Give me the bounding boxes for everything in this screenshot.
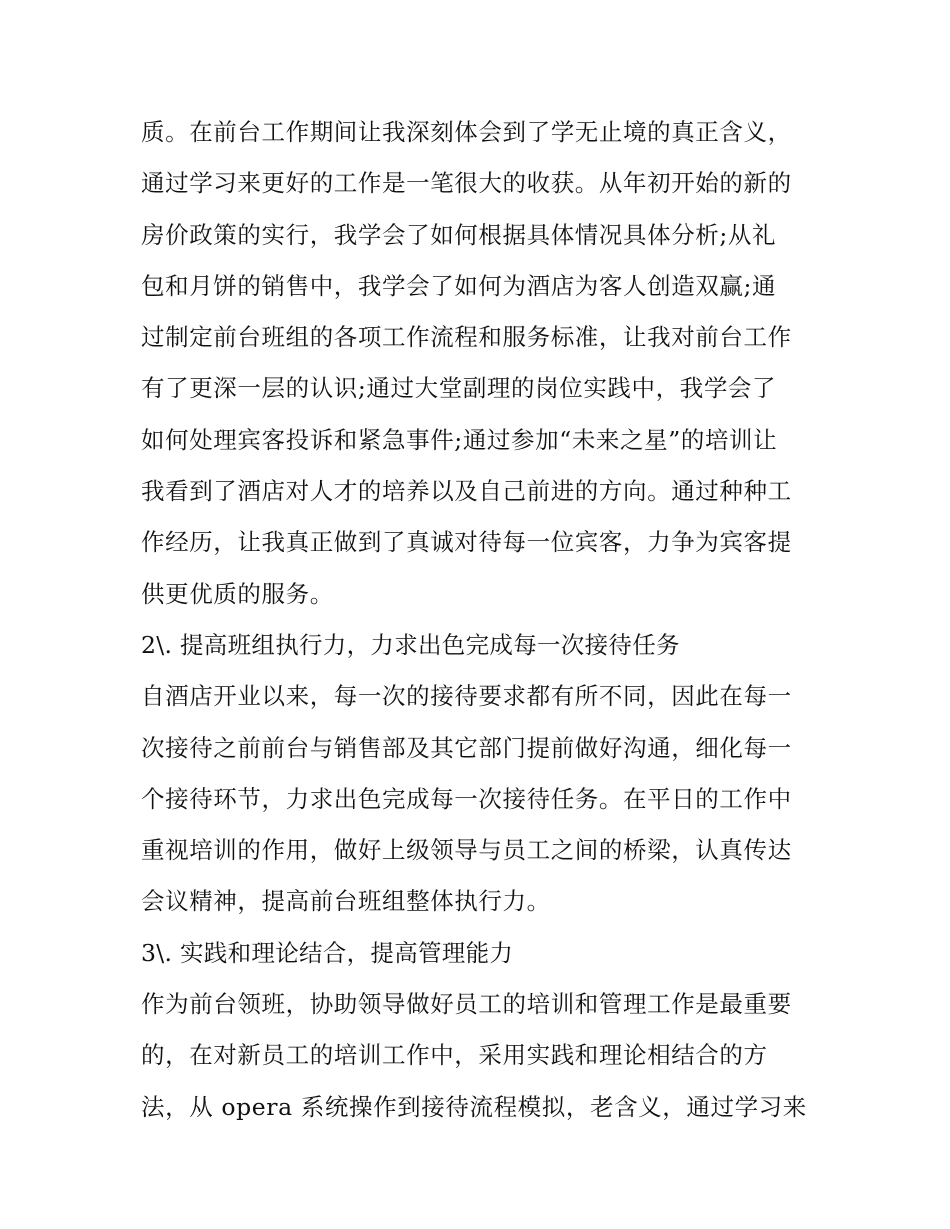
paragraph-line: 我看到了酒店对人才的培养以及自己前进的方向。通过种种工 <box>141 477 792 506</box>
paragraph-line: 自酒店开业以来，每一次的接待要求都有所不同，因此在每一 <box>141 682 792 711</box>
paragraph-line: 法，从 opera 系统操作到接待流程模拟，老含义，通过学习来 <box>141 1092 807 1121</box>
section-heading: 3\. 实践和理论结合，提高管理能力 <box>141 938 514 967</box>
paragraph-line: 作为前台领班，协助领导做好员工的培训和管理工作是最重要 <box>141 990 792 1019</box>
paragraph-line: 次接待之前前台与销售部及其它部门提前做好沟通，细化每一 <box>141 733 792 762</box>
document-body <box>141 107 817 1133</box>
paragraph-line: 过制定前台班组的各项工作流程和服务标准，让我对前台工作 <box>141 323 792 352</box>
paragraph-line: 包和月饼的销售中，我学会了如何为酒店为客人创造双赢;通 <box>141 271 777 300</box>
paragraph-line: 会议精神，提高前台班组整体执行力。 <box>141 887 551 916</box>
paragraph-line: 有了更深一层的认识;通过大堂副理的岗位实践中，我学会了 <box>141 374 777 403</box>
paragraph-line: 质。在前台工作期间让我深刻体会到了学无止境的真正含义， <box>141 118 792 146</box>
paragraph-line: 作经历，让我真正做到了真诚对待每一位宾客，力争为宾客提 <box>141 528 792 557</box>
paragraph-line: 通过学习来更好的工作是一笔很大的收获。从年初开始的新的 <box>141 169 792 198</box>
paragraph-line: 重视培训的作用，做好上级领导与员工之间的桥梁，认真传达 <box>141 836 792 865</box>
paragraph-line: 如何处理宾客投诉和紧急事件;通过参加“未来之星”的培训让 <box>141 425 778 454</box>
paragraph-line: 房价政策的实行，我学会了如何根据具体情况具体分析;从礼 <box>141 220 777 249</box>
paragraph-line: 的，在对新员工的培训工作中，采用实践和理论相结合的方 <box>141 1041 768 1070</box>
section-heading: 2\. 提高班组执行力，力求出色完成每一次接待任务 <box>141 630 680 659</box>
paragraph-line: 供更优质的服务。 <box>141 579 334 608</box>
paragraph-line: 个接待环节，力求出色完成每一次接待任务。在平日的工作中 <box>141 784 792 813</box>
